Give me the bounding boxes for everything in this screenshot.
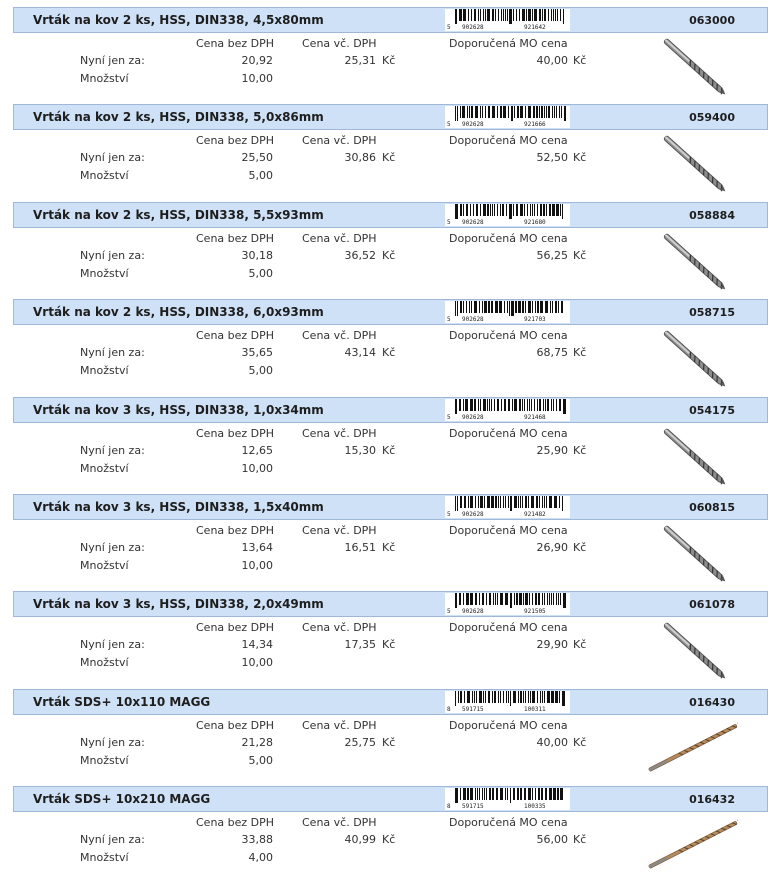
label-quantity: Množství xyxy=(80,266,129,280)
barcode-digit-lead: 5 xyxy=(447,413,451,421)
product-title[interactable]: Vrták SDS+ 10x210 MAGG xyxy=(33,792,211,807)
barcode-digit-lead: 5 xyxy=(447,608,451,616)
product-code: 016430 xyxy=(689,695,735,709)
quantity-value: 10,00 xyxy=(241,656,273,670)
barcode-bars xyxy=(445,593,570,608)
label-price-rrp: Doporučená MO cena xyxy=(449,718,568,732)
price-gross: 36,52 xyxy=(344,248,376,262)
product-code: 054175 xyxy=(689,403,735,417)
price-net: 33,88 xyxy=(241,833,273,847)
barcode-digit-lead: 5 xyxy=(447,121,451,129)
label-now-only: Nyní jen za: xyxy=(80,346,145,360)
label-quantity: Množství xyxy=(80,851,129,865)
label-price-net: Cena bez DPH xyxy=(196,37,275,50)
price-gross: 40,99 xyxy=(344,833,376,847)
product-card xyxy=(0,0,782,97)
price-gross: 30,86 xyxy=(344,151,376,165)
price-gross: 15,30 xyxy=(344,443,376,457)
product-code: 058715 xyxy=(689,306,735,320)
label-now-only: Nyní jen za: xyxy=(80,541,145,554)
barcode-digit-lead: 8 xyxy=(447,803,451,811)
label-price-gross: Cena vč. DPH xyxy=(302,134,377,148)
label-quantity: Množství xyxy=(80,656,129,670)
quantity-value: 10,00 xyxy=(241,461,273,475)
label-price-net: Cena bez DPH xyxy=(196,231,275,245)
label-price-rrp: Doporučená MO cena xyxy=(449,134,568,148)
price-net: 25,50 xyxy=(241,151,273,165)
product-code: 059400 xyxy=(689,111,735,125)
price-net: 13,64 xyxy=(241,541,273,554)
barcode xyxy=(445,9,570,31)
barcode xyxy=(445,204,570,226)
twist-drill-icon[interactable] xyxy=(648,133,738,193)
barcode-digits-left: 902628 xyxy=(462,413,484,421)
product-header xyxy=(13,202,768,228)
label-price-net: Cena bez DPH xyxy=(196,524,275,537)
label-price-rrp: Doporučená MO cena xyxy=(449,621,568,635)
quantity-value: 10,00 xyxy=(241,72,273,85)
label-now-only: Nyní jen za: xyxy=(80,638,145,652)
product-title[interactable]: Vrták SDS+ 10x110 MAGG xyxy=(33,694,211,709)
label-price-net: Cena bez DPH xyxy=(196,816,275,830)
barcode-digits-right: 921482 xyxy=(524,511,546,518)
currency-rrp: Kč xyxy=(573,248,587,262)
label-price-net: Cena bez DPH xyxy=(196,426,275,440)
quantity-value: 10,00 xyxy=(241,559,273,572)
quantity-value: 5,00 xyxy=(248,266,273,280)
barcode-digit-lead: 5 xyxy=(447,218,451,226)
quantity-value: 5,00 xyxy=(248,364,273,378)
sds-drill-icon[interactable] xyxy=(648,815,738,875)
price-net: 35,65 xyxy=(241,346,273,360)
barcode-digits-right: 921468 xyxy=(524,413,546,421)
product-card xyxy=(0,97,782,194)
product-title[interactable]: Vrták na kov 2 ks, HSS, DIN338, 6,0x93mm xyxy=(33,305,324,320)
product-header xyxy=(13,786,768,812)
currency-gross: Kč xyxy=(382,151,396,165)
product-card xyxy=(0,390,782,487)
barcode-digit-lead: 5 xyxy=(447,24,451,31)
product-card xyxy=(0,195,782,292)
currency-rrp: Kč xyxy=(573,346,587,360)
label-now-only: Nyní jen za: xyxy=(80,735,145,749)
price-gross: 25,75 xyxy=(344,735,376,749)
label-now-only: Nyní jen za: xyxy=(80,248,145,262)
label-quantity: Množství xyxy=(80,72,129,85)
price-gross: 17,35 xyxy=(344,638,376,652)
label-now-only: Nyní jen za: xyxy=(80,151,145,165)
price-rrp: 25,90 xyxy=(536,443,568,457)
product-header xyxy=(13,397,768,423)
barcode-digits-left: 902628 xyxy=(462,608,484,616)
price-rrp: 29,90 xyxy=(536,638,568,652)
barcode-digits-right: 921680 xyxy=(524,218,546,226)
product-header xyxy=(13,689,768,715)
currency-rrp: Kč xyxy=(573,735,587,749)
label-price-rrp: Doporučená MO cena xyxy=(449,524,568,537)
price-rrp: 68,75 xyxy=(536,346,568,360)
label-price-gross: Cena vč. DPH xyxy=(302,37,377,50)
barcode xyxy=(445,691,570,713)
quantity-value: 5,00 xyxy=(248,169,273,183)
barcode-bars xyxy=(445,204,570,219)
label-price-gross: Cena vč. DPH xyxy=(302,718,377,732)
twist-drill-icon[interactable] xyxy=(648,36,738,96)
price-rrp: 26,90 xyxy=(536,541,568,554)
product-code: 061078 xyxy=(689,598,735,612)
currency-gross: Kč xyxy=(382,54,396,67)
barcode-bars xyxy=(445,691,570,706)
label-price-gross: Cena vč. DPH xyxy=(302,524,377,537)
barcode-bars xyxy=(445,399,570,414)
barcode-digits-left: 902628 xyxy=(462,511,484,518)
twist-drill-icon[interactable] xyxy=(648,328,738,388)
product-code: 060815 xyxy=(689,501,735,514)
price-gross: 16,51 xyxy=(344,541,376,554)
label-quantity: Množství xyxy=(80,364,129,378)
product-title[interactable]: Vrták na kov 2 ks, HSS, DIN338, 4,5x80mm xyxy=(33,13,324,27)
price-net: 21,28 xyxy=(241,735,273,749)
label-price-gross: Cena vč. DPH xyxy=(302,816,377,830)
currency-rrp: Kč xyxy=(573,541,587,554)
label-price-rrp: Doporučená MO cena xyxy=(449,37,568,50)
twist-drill-icon[interactable] xyxy=(648,523,738,583)
barcode xyxy=(445,593,570,615)
currency-rrp: Kč xyxy=(573,151,587,165)
label-now-only: Nyní jen za: xyxy=(80,54,145,67)
barcode xyxy=(445,399,570,421)
product-title[interactable]: Vrták na kov 2 ks, HSS, DIN338, 5,5x93mm xyxy=(33,207,324,222)
currency-rrp: Kč xyxy=(573,833,587,847)
product-code: 063000 xyxy=(689,14,735,27)
price-net: 30,18 xyxy=(241,248,273,262)
label-price-gross: Cena vč. DPH xyxy=(302,621,377,635)
barcode-bars xyxy=(445,9,570,24)
label-price-net: Cena bez DPH xyxy=(196,329,275,343)
barcode-digits-left: 902628 xyxy=(462,24,484,31)
barcode-digits-right: 921703 xyxy=(524,316,546,324)
barcode xyxy=(445,496,570,518)
currency-gross: Kč xyxy=(382,443,396,457)
price-rrp: 56,00 xyxy=(536,833,568,847)
product-code: 016432 xyxy=(689,793,735,807)
barcode-digits-left: 591715 xyxy=(462,803,484,811)
label-price-rrp: Doporučená MO cena xyxy=(449,231,568,245)
price-net: 12,65 xyxy=(241,443,273,457)
currency-gross: Kč xyxy=(382,638,396,652)
product-card xyxy=(0,779,782,876)
label-quantity: Množství xyxy=(80,559,129,572)
barcode-digits-right: 100311 xyxy=(524,705,546,713)
label-price-gross: Cena vč. DPH xyxy=(302,426,377,440)
barcode-digit-lead: 5 xyxy=(447,316,451,324)
price-net: 14,34 xyxy=(241,638,273,652)
label-price-net: Cena bez DPH xyxy=(196,134,275,148)
product-title[interactable]: Vrták na kov 2 ks, HSS, DIN338, 5,0x86mm xyxy=(33,110,324,125)
currency-gross: Kč xyxy=(382,346,396,360)
price-gross: 43,14 xyxy=(344,346,376,360)
label-price-gross: Cena vč. DPH xyxy=(302,231,377,245)
barcode-bars xyxy=(445,496,570,511)
product-code: 058884 xyxy=(689,208,735,222)
label-price-net: Cena bez DPH xyxy=(196,718,275,732)
currency-rrp: Kč xyxy=(573,54,587,67)
barcode-digits-right: 921642 xyxy=(524,24,546,31)
product-card xyxy=(0,682,782,779)
barcode-bars xyxy=(445,788,570,803)
product-title[interactable]: Vrták na kov 3 ks, HSS, DIN338, 2,0x49mm xyxy=(33,597,324,612)
product-header xyxy=(13,591,768,617)
price-rrp: 40,00 xyxy=(536,735,568,749)
twist-drill-icon[interactable] xyxy=(648,231,738,291)
label-price-rrp: Doporučená MO cena xyxy=(449,816,568,830)
twist-drill-icon[interactable] xyxy=(648,620,738,680)
product-header xyxy=(13,299,768,325)
barcode xyxy=(445,106,570,128)
product-title[interactable]: Vrták na kov 3 ks, HSS, DIN338, 1,5x40mm xyxy=(33,500,324,514)
product-header xyxy=(13,7,768,33)
label-now-only: Nyní jen za: xyxy=(80,833,145,847)
sds-drill-icon[interactable] xyxy=(648,718,738,778)
barcode-digit-lead: 5 xyxy=(447,511,451,518)
barcode-digits-right: 100335 xyxy=(524,803,546,811)
product-header xyxy=(13,104,768,130)
barcode-digits-right: 921505 xyxy=(524,608,546,616)
barcode-digits-right: 921666 xyxy=(524,121,546,129)
label-quantity: Množství xyxy=(80,461,129,475)
label-price-gross: Cena vč. DPH xyxy=(302,329,377,343)
product-header xyxy=(13,494,768,520)
barcode-bars xyxy=(445,301,570,316)
label-price-rrp: Doporučená MO cena xyxy=(449,426,568,440)
currency-rrp: Kč xyxy=(573,443,587,457)
barcode-digit-lead: 8 xyxy=(447,705,451,713)
label-quantity: Množství xyxy=(80,169,129,183)
twist-drill-icon[interactable] xyxy=(648,426,738,486)
quantity-value: 4,00 xyxy=(248,851,273,865)
price-rrp: 52,50 xyxy=(536,151,568,165)
barcode-digits-left: 902628 xyxy=(462,121,484,129)
price-rrp: 56,25 xyxy=(536,248,568,262)
label-price-net: Cena bez DPH xyxy=(196,621,275,635)
product-card xyxy=(0,584,782,681)
barcode xyxy=(445,301,570,323)
label-price-rrp: Doporučená MO cena xyxy=(449,329,568,343)
barcode-bars xyxy=(445,106,570,121)
barcode-digits-left: 902628 xyxy=(462,218,484,226)
label-quantity: Množství xyxy=(80,753,129,767)
currency-gross: Kč xyxy=(382,833,396,847)
barcode xyxy=(445,788,570,810)
label-now-only: Nyní jen za: xyxy=(80,443,145,457)
price-rrp: 40,00 xyxy=(536,54,568,67)
price-gross: 25,31 xyxy=(344,54,376,67)
barcode-digits-left: 902628 xyxy=(462,316,484,324)
currency-gross: Kč xyxy=(382,248,396,262)
currency-rrp: Kč xyxy=(573,638,587,652)
product-card xyxy=(0,292,782,389)
currency-gross: Kč xyxy=(382,541,396,554)
quantity-value: 5,00 xyxy=(248,753,273,767)
barcode-digits-left: 591715 xyxy=(462,705,484,713)
price-net: 20,92 xyxy=(241,54,273,67)
product-title[interactable]: Vrták na kov 3 ks, HSS, DIN338, 1,0x34mm xyxy=(33,402,324,417)
product-card xyxy=(0,487,782,584)
currency-gross: Kč xyxy=(382,735,396,749)
